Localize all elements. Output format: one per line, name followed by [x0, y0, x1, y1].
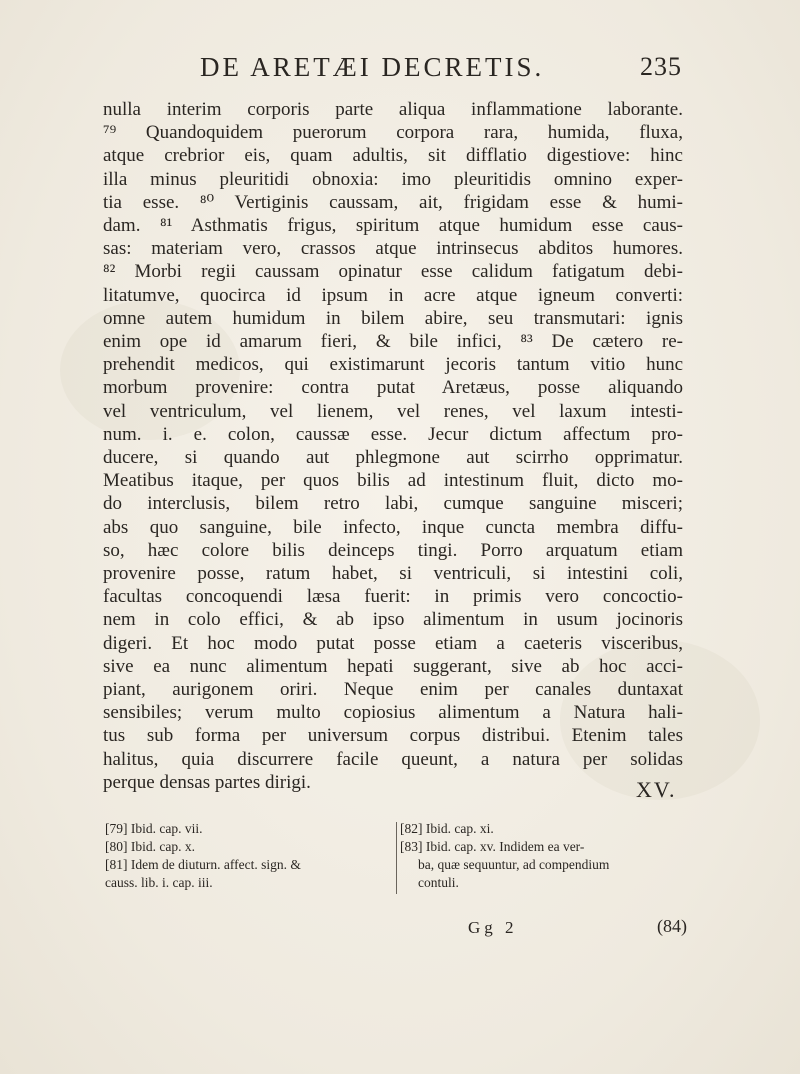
body-line: Meatibus itaque, per quos bilis ad intestinum fluit, dicto mo- [103, 470, 683, 492]
body-line: provenire posse, ratum habet, si ventriculi, si intestini coli, [103, 563, 683, 585]
body-line: ⁸² Morbi regii caussam opinatur esse calidum fatigatum debi- [103, 261, 683, 283]
body-line: nulla interim corporis parte aliqua inflammatione laborante. [103, 99, 683, 120]
body-line: sive ea nunc alimentum hepati suggerant, sive ab hoc acci- [103, 655, 683, 677]
body-line: num. i. e. colon, caussæ esse. Jecur dictum affectum pro- [103, 423, 683, 445]
body-line: abs quo sanguine, bile infecto, inque cuncta membra diffu- [103, 516, 683, 538]
body-line: illa minus pleuritidi obnoxia: imo pleuritidis omnino exper- [103, 168, 683, 190]
footnote-81-continued: causs. lib. i. cap. iii. [105, 875, 213, 890]
footnote-83-continued: ba, quæ sequuntur, ad compendium [418, 857, 610, 872]
folio-mark: (84) [657, 916, 687, 936]
footnote-83-end: contuli. [418, 875, 459, 890]
body-line: nem in colo effici, & ab ipso alimentum in usum jocinoris [103, 609, 683, 631]
body-line: dam. ⁸¹ Asthmatis frigus, spiritum atque humidum esse caus- [103, 215, 683, 237]
body-line: omne autem humidum in bilem abire, seu transmutari: ignis [103, 307, 683, 329]
body-line: sensibiles; verum multo copiosius alimentum a Natura hali- [103, 702, 683, 724]
body-line: vel ventriculum, vel lienem, vel renes, vel laxum intesti- [103, 400, 683, 422]
body-line: tia esse. ⁸⁰ Vertiginis caussam, ait, frigidam esse & humi- [103, 191, 683, 213]
body-line: ducere, si quando aut phlegmone aut scirrho opprimatur. [103, 447, 683, 469]
footnote-79: [79] Ibid. cap. vii. [105, 821, 203, 836]
footnote-83: [83] Ibid. cap. xv. Indidem ea ver- [400, 839, 585, 854]
body-line: tus sub forma per universum corpus distribui. Etenim tales [103, 725, 683, 747]
footnote-82: [82] Ibid. cap. xi. [400, 821, 494, 836]
footnotes-left [105, 820, 395, 892]
body-line: so, hæc colore bilis deinceps tingi. Porro arquatum etiam [103, 539, 683, 561]
body-line: atque crebrior eis, quam adultis, sit difflatio digestiove: hinc [103, 145, 683, 167]
catchword: XV. [636, 777, 677, 802]
body-line: prehendit medicos, qui existimarunt jecoris tantum vitio hunc [103, 354, 683, 376]
body-line: piant, aurigonem oriri. Neque enim per canales duntaxat [103, 679, 683, 701]
body-line: morbum provenire: contra putat Aretæus, posse aliquando [103, 377, 683, 399]
footnote-81: [81] Idem de diuturn. affect. sign. & [105, 857, 301, 872]
running-title: DE ARETÆI DECRETIS. [200, 52, 545, 82]
body-line: digeri. Et hoc modo putat posse etiam a caeteris visceribus, [103, 632, 683, 654]
body-text [103, 98, 683, 794]
body-line: halitus, quia discurrere facile queunt, a natura per solidas [103, 748, 683, 770]
signature-mark: Gg 2 [468, 918, 518, 937]
body-line: perque densas partes dirigi. [103, 771, 311, 793]
body-line: facultas concoquendi læsa fuerit: in primis vero concoctio- [103, 586, 683, 608]
body-line: sas: materiam vero, crassos atque intrinsecus abditos humores. [103, 238, 683, 260]
body-line: litatumve, quocirca id ipsum in acre atque igneum converti: [103, 284, 683, 306]
body-line: do interclusis, bilem retro labi, cumque sanguine misceri; [103, 493, 683, 515]
footnote-column-divider [396, 822, 397, 894]
body-line: ⁷⁹ Quandoquidem puerorum corpora rara, humida, fluxa, [103, 122, 683, 144]
footnotes-right [400, 820, 685, 892]
page-number: 235 [640, 52, 682, 81]
body-line: enim ope id amarum fieri, & bile infici, ⁸³ De cætero re- [103, 331, 683, 353]
footnote-80: [80] Ibid. cap. x. [105, 839, 195, 854]
